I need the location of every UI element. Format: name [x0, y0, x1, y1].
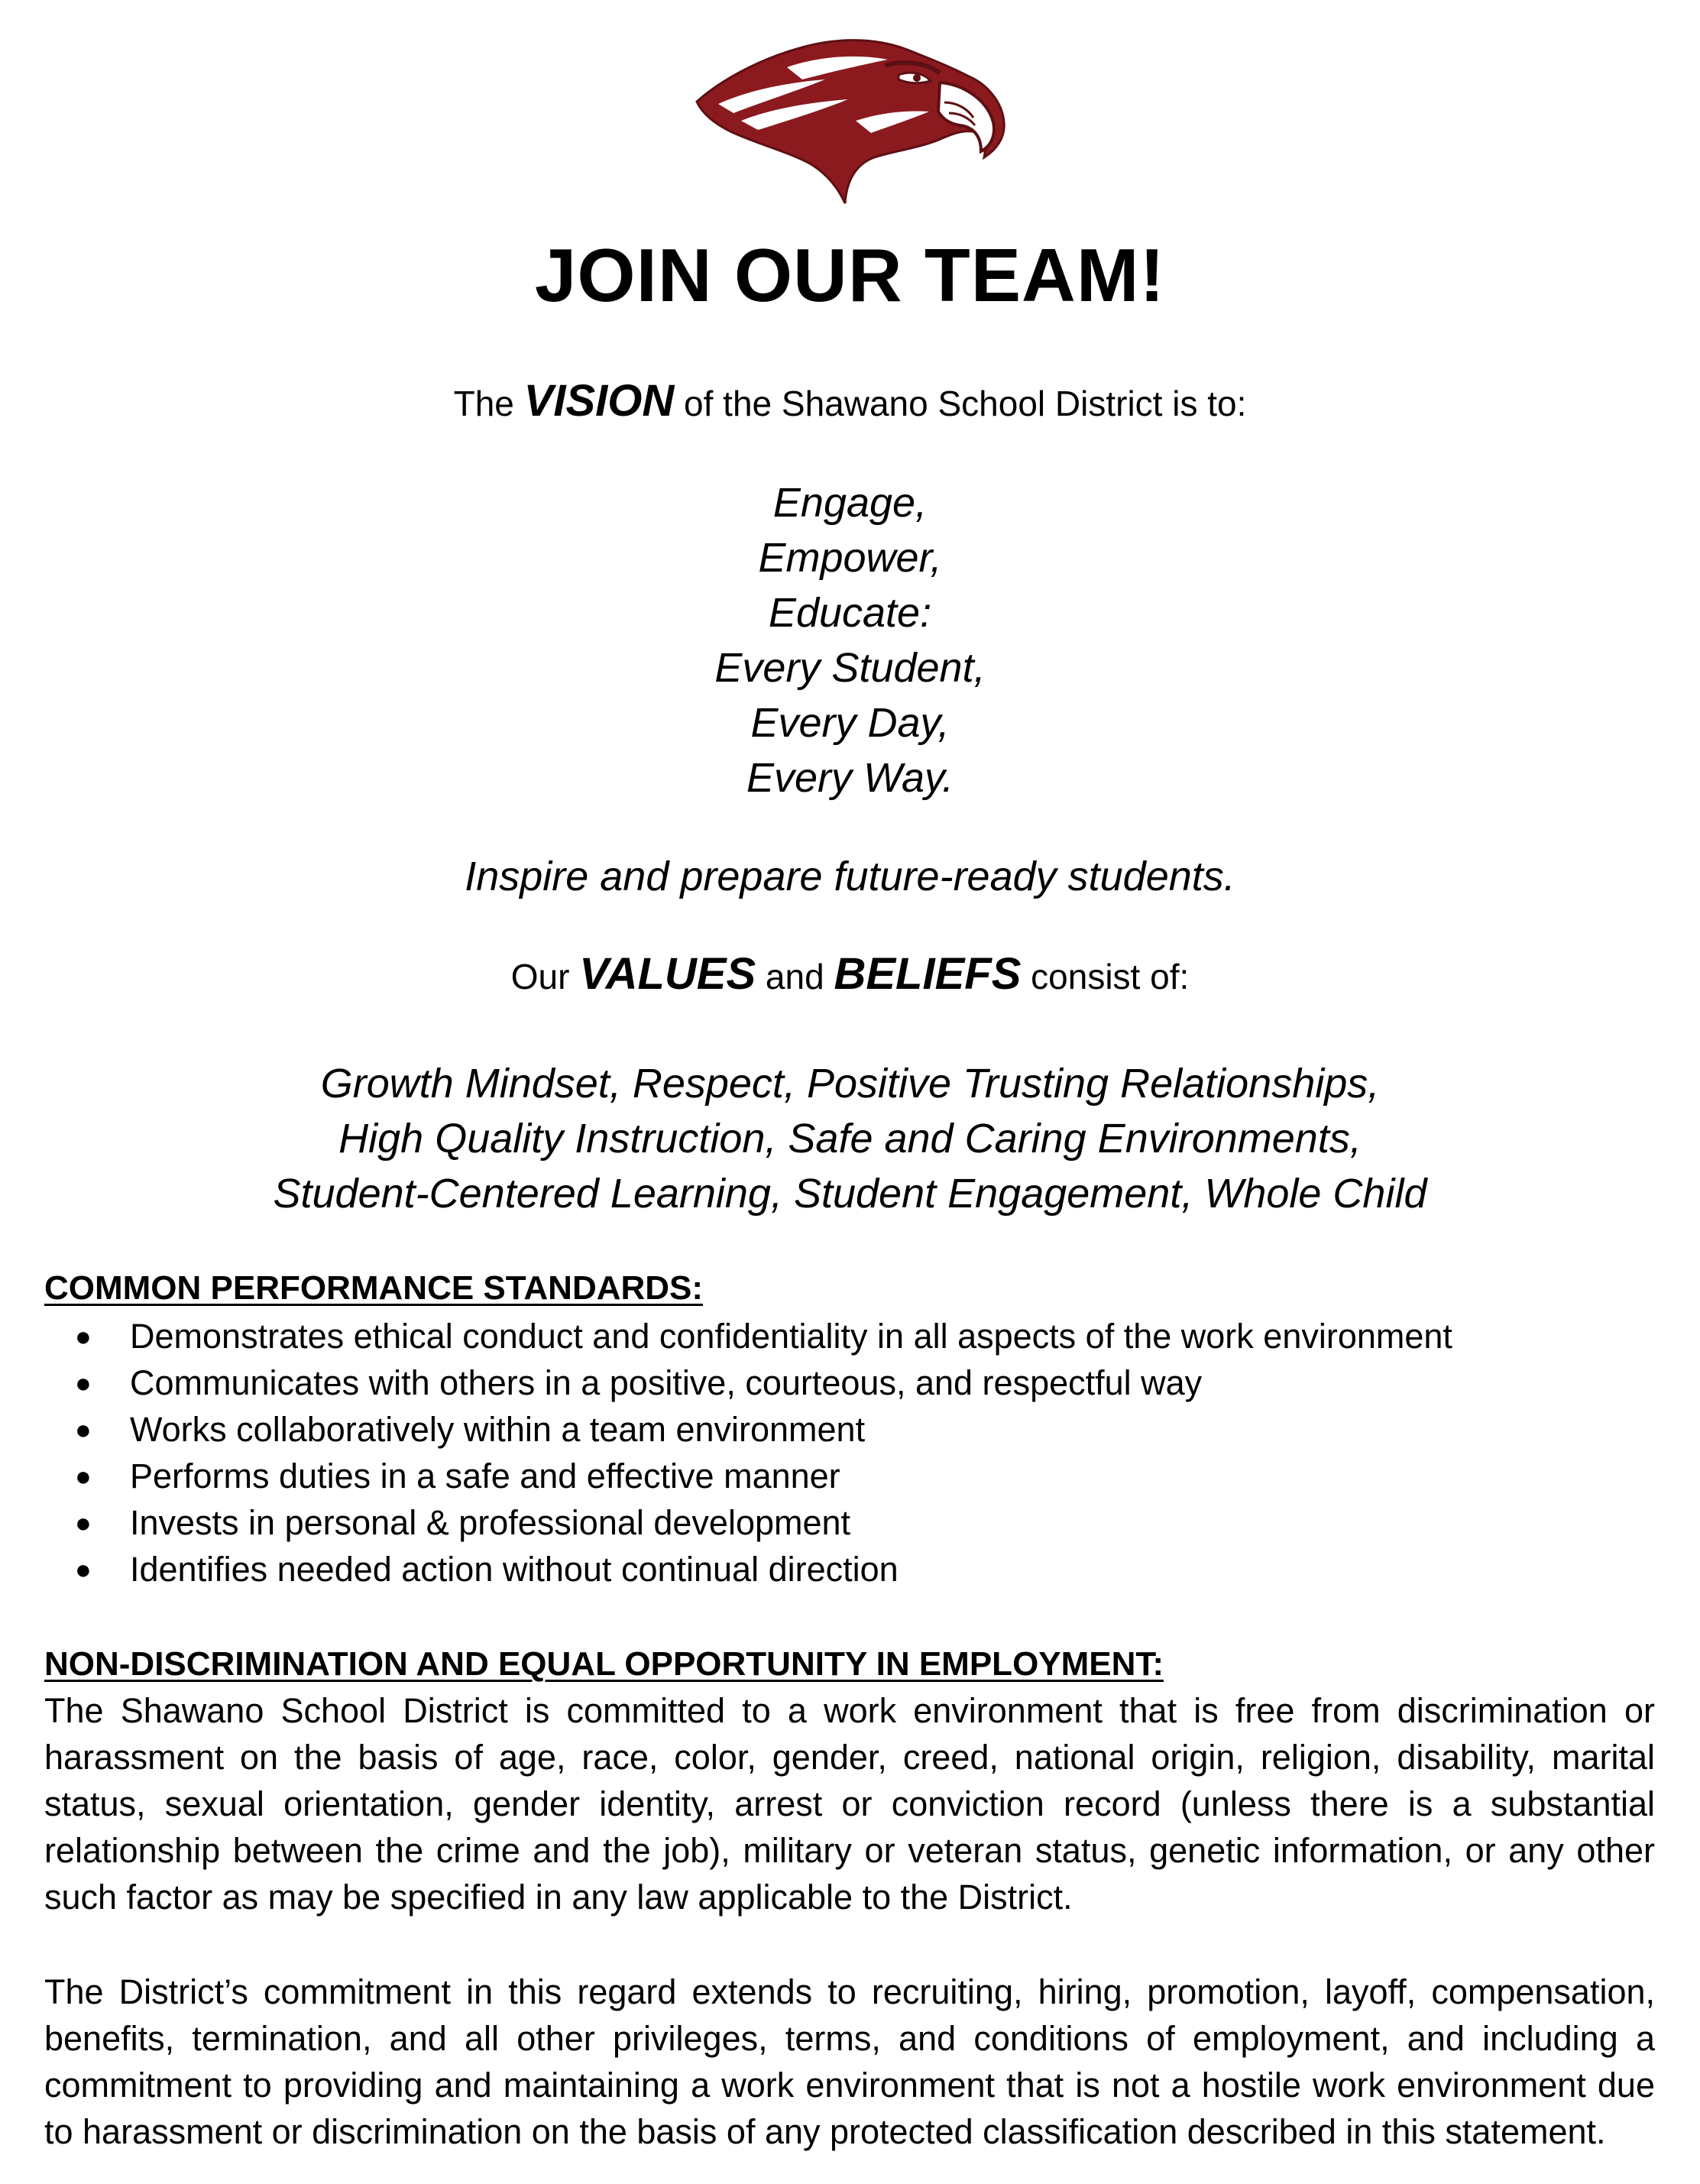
standards-list	[44, 1313, 1649, 1593]
vision-line: Every Student,	[714, 645, 986, 691]
values-intro-middle: and	[756, 957, 834, 996]
list-item	[44, 1359, 1649, 1406]
list-item-text: Works collaboratively within a team environment	[130, 1410, 866, 1449]
list-item-text: Invests in personal & professional development	[130, 1503, 851, 1542]
mission-statement: Inspire and prepare future-ready students.	[465, 854, 1235, 899]
bullet-icon: ●	[75, 1507, 92, 1538]
list-item	[44, 1499, 1649, 1546]
list-item-text: Demonstrates ethical conduct and confidentiality in all aspects of the work environment	[130, 1317, 1452, 1356]
values-line: Growth Mindset, Respect, Positive Trusting Relationships,	[320, 1061, 1380, 1107]
values-statement	[0, 1056, 1700, 1221]
vision-emphasis: VISION	[523, 376, 675, 426]
bullet-icon: ●	[75, 1460, 92, 1492]
values-intro	[0, 951, 1700, 1000]
page-title: JOIN OUR TEAM!	[534, 233, 1166, 317]
vision-line: Every Way.	[746, 755, 954, 801]
vision-statement	[0, 475, 1700, 805]
vision-intro-after: of the Shawano School District is to:	[674, 384, 1247, 423]
list-item-text: Performs duties in a safe and effective manner	[130, 1457, 840, 1495]
vision-line: Educate:	[768, 590, 932, 636]
values-emphasis: VALUES	[579, 949, 756, 999]
bullet-icon: ●	[75, 1554, 92, 1585]
bullet-icon: ●	[75, 1414, 92, 1445]
values-line: High Quality Instruction, Safe and Caring Environments,	[338, 1116, 1362, 1162]
standards-heading: COMMON PERFORMANCE STANDARDS:	[44, 1269, 704, 1307]
vision-line: Engage,	[772, 480, 928, 526]
vision-line: Empower,	[758, 535, 942, 581]
list-item-text: Identifies needed action without continual direction	[130, 1550, 899, 1589]
beliefs-emphasis: BELIEFS	[834, 949, 1022, 999]
vision-line: Every Day,	[750, 700, 950, 746]
bullet-icon: ●	[75, 1320, 92, 1352]
list-item	[44, 1406, 1649, 1453]
bullet-icon: ●	[75, 1367, 92, 1398]
vision-intro	[0, 378, 1700, 426]
vision-intro-before: The	[453, 384, 524, 423]
list-item	[44, 1313, 1649, 1359]
values-intro-before: Our	[510, 957, 580, 996]
values-intro-after: consist of:	[1021, 957, 1190, 996]
list-item	[44, 1546, 1649, 1593]
nondiscrimination-paragraph-2: The District’s commitment in this regard extends to recruiting, hiring, promotion, layoff, compensation, benefits, termination, and all other privileges, terms, and conditions of employment, and including a commitment to providing and maintaining a work environment that is not a hostile work environment due to harassment or discrimination on the basis of any protected classification described in this statement.	[44, 1972, 1655, 2151]
values-line: Student-Centered Learning, Student Engagement, Whole Child	[273, 1171, 1427, 1217]
list-item-text: Communicates with others in a positive, courteous, and respectful way	[130, 1363, 1203, 1402]
hawk-head-logo-icon	[688, 29, 1009, 220]
list-item	[44, 1453, 1649, 1499]
nondiscrimination-paragraph-1: The Shawano School District is committed to a work environment that is free from discrimination or harassment on the basis of age, race, color, gender, creed, national origin, religion, disability, marital status, sexual orientation, gender identity, arrest or conviction record (unless there is a substantial relationship between the crime and the job), military or veteran status, genetic information, or any other such factor as may be specified in any law applicable to the District.	[44, 1691, 1655, 1917]
nondiscrimination-heading: NON-DISCRIMINATION AND EQUAL OPPORTUNITY IN EMPLOYMENT:	[44, 1645, 1164, 1683]
